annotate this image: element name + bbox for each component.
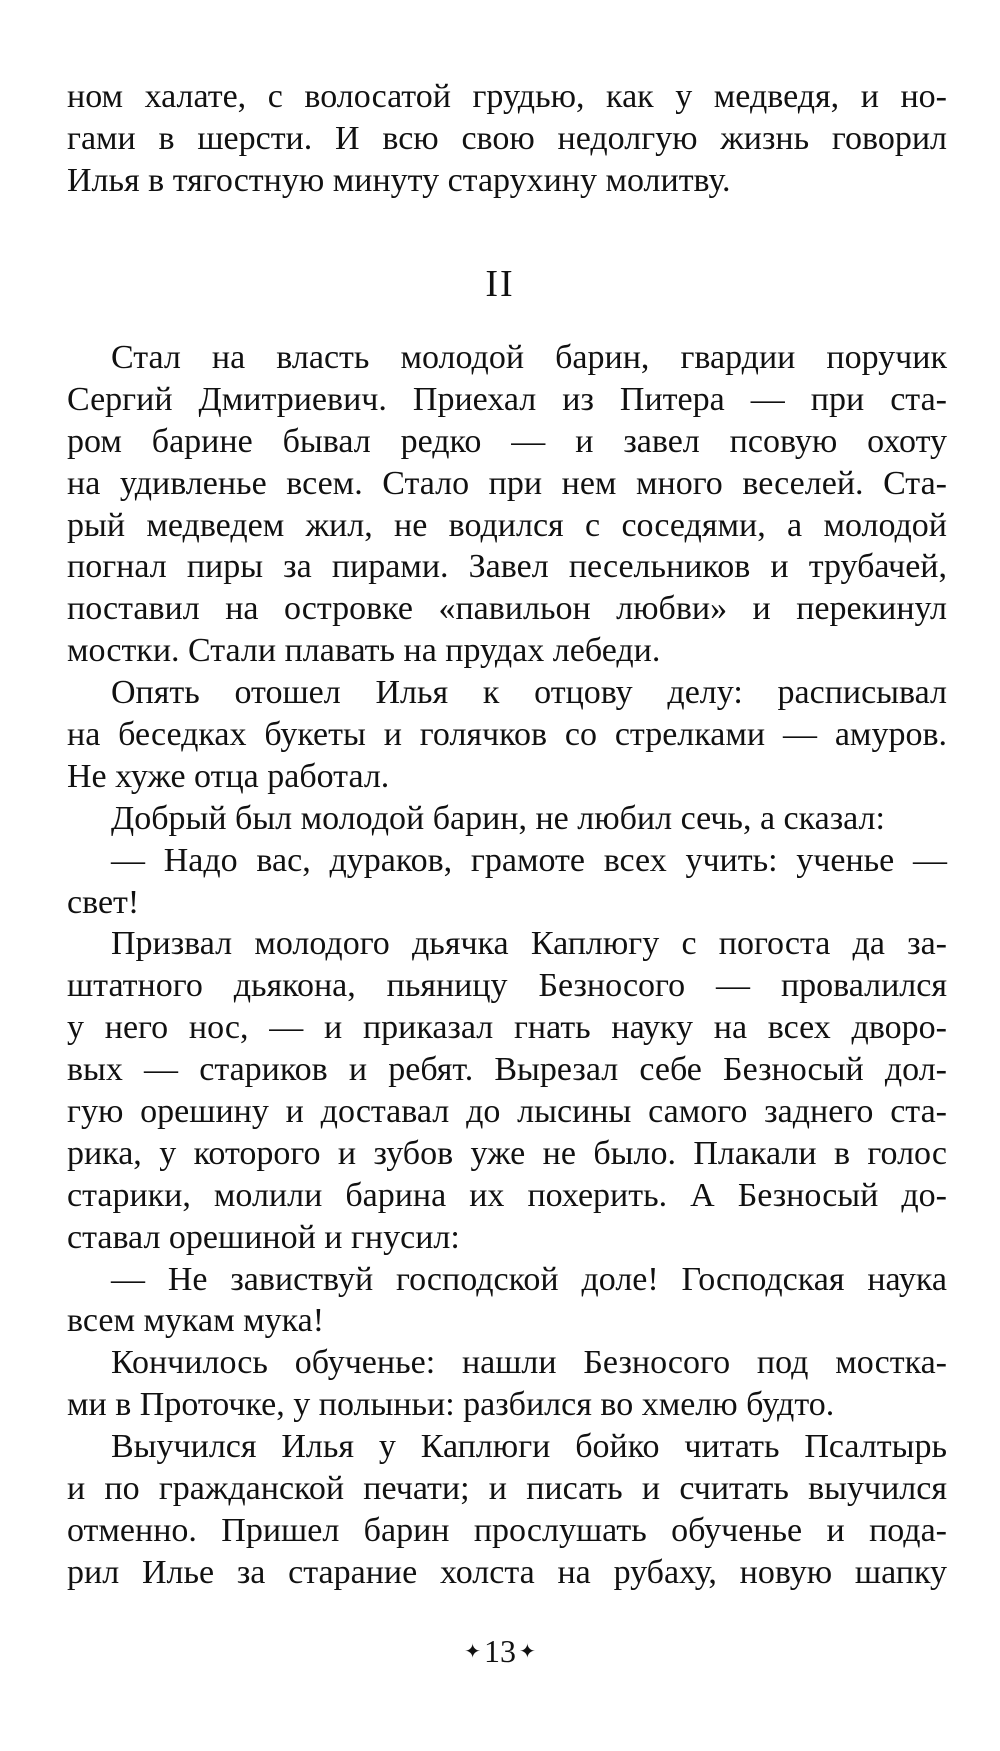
text-line: Кончилось обученье: нашли Безносого под мостка- [111, 1344, 947, 1382]
text-line: Сергий Дмитриевич. Приехал из Питера — при ста- [67, 380, 947, 418]
chapter-heading: II [485, 263, 515, 305]
text-line: — Не завиствуй господской доле! Господская наука [111, 1260, 947, 1298]
text-line: у него нос, — и приказал гнать науку на всех дворо- [67, 1009, 947, 1047]
text-line: погнал пиры за пирами. Завел песельников и трубачей, [67, 548, 947, 586]
text-line: отменно. Пришел барин прослушать обученье и пода- [67, 1511, 947, 1549]
text-line: рика, у которого и зубов уже не было. Плакали в голос [67, 1134, 947, 1172]
text-line: Добрый был молодой барин, не любил сечь, а сказал: [111, 799, 885, 837]
text-line: ми в Проточке, у полыньи: разбился во хмелю будто. [67, 1386, 835, 1424]
text-line: свет! [67, 883, 140, 921]
text-line: Илья в тягостную минуту старухину молитву. [67, 161, 731, 199]
text-line: и по гражданской печати; и писать и считать выучился [67, 1470, 947, 1508]
main-text [67, 337, 947, 1594]
text-line: ставал орешиной и гнусил: [67, 1218, 460, 1256]
text-line: Стал на власть молодой барин, гвардии поручик [111, 339, 947, 376]
text-line: ном халате, с волосатой грудью, как у медведя, и но- [67, 78, 947, 115]
ornament-right-icon: ✦ [519, 1641, 536, 1663]
text-line: вых — стариков и ребят. Вырезал себе Безносый дол- [67, 1051, 947, 1089]
text-line: штатного дьякона, пьяницу Безносого — провалился [67, 967, 947, 1005]
text-line: гами в шерсти. И всю свою недолгую жизнь говорил [67, 119, 947, 157]
text-line: — Надо вас, дураков, грамоте всех учить: ученье — [111, 841, 947, 879]
top-paragraph [67, 76, 947, 202]
text-line: Опять отошел Илья к отцову делу: расписывал [111, 674, 947, 712]
text-line: рил Илье за старание холста на рубаху, новую шапку [67, 1553, 947, 1591]
text-line: всем мукам мука! [67, 1302, 325, 1340]
text-line: Не хуже отца работал. [67, 757, 390, 795]
page-number-footer [0, 1633, 1000, 1670]
text-line: поставил на островке «павильон любви» и перекинул [67, 590, 947, 628]
text-line: старики, молили барина их похерить. А Безносый до- [67, 1176, 947, 1214]
page-number: 13 [484, 1633, 516, 1669]
text-line: Выучился Илья у Каплюги бойко читать Псалтырь [111, 1428, 947, 1466]
text-line: ром барине бывал редко — и завел псовую охоту [67, 422, 947, 460]
text-line: рый медведем жил, не водился с соседями, а молодой [67, 506, 947, 544]
text-line: мостки. Стали плавать на прудах лебеди. [67, 632, 661, 670]
text-line: на удивленье всем. Стало при нем много веселей. Ста- [67, 464, 947, 502]
text-line: гую орешину и доставал до лысины самого заднего ста- [67, 1093, 947, 1131]
text-line: Призвал молодого дьячка Каплюгу с погоста да за- [111, 925, 947, 963]
ornament-left-icon: ✦ [464, 1641, 481, 1663]
text-line: на беседках букеты и голячков со стрелками — амуров. [67, 716, 947, 754]
